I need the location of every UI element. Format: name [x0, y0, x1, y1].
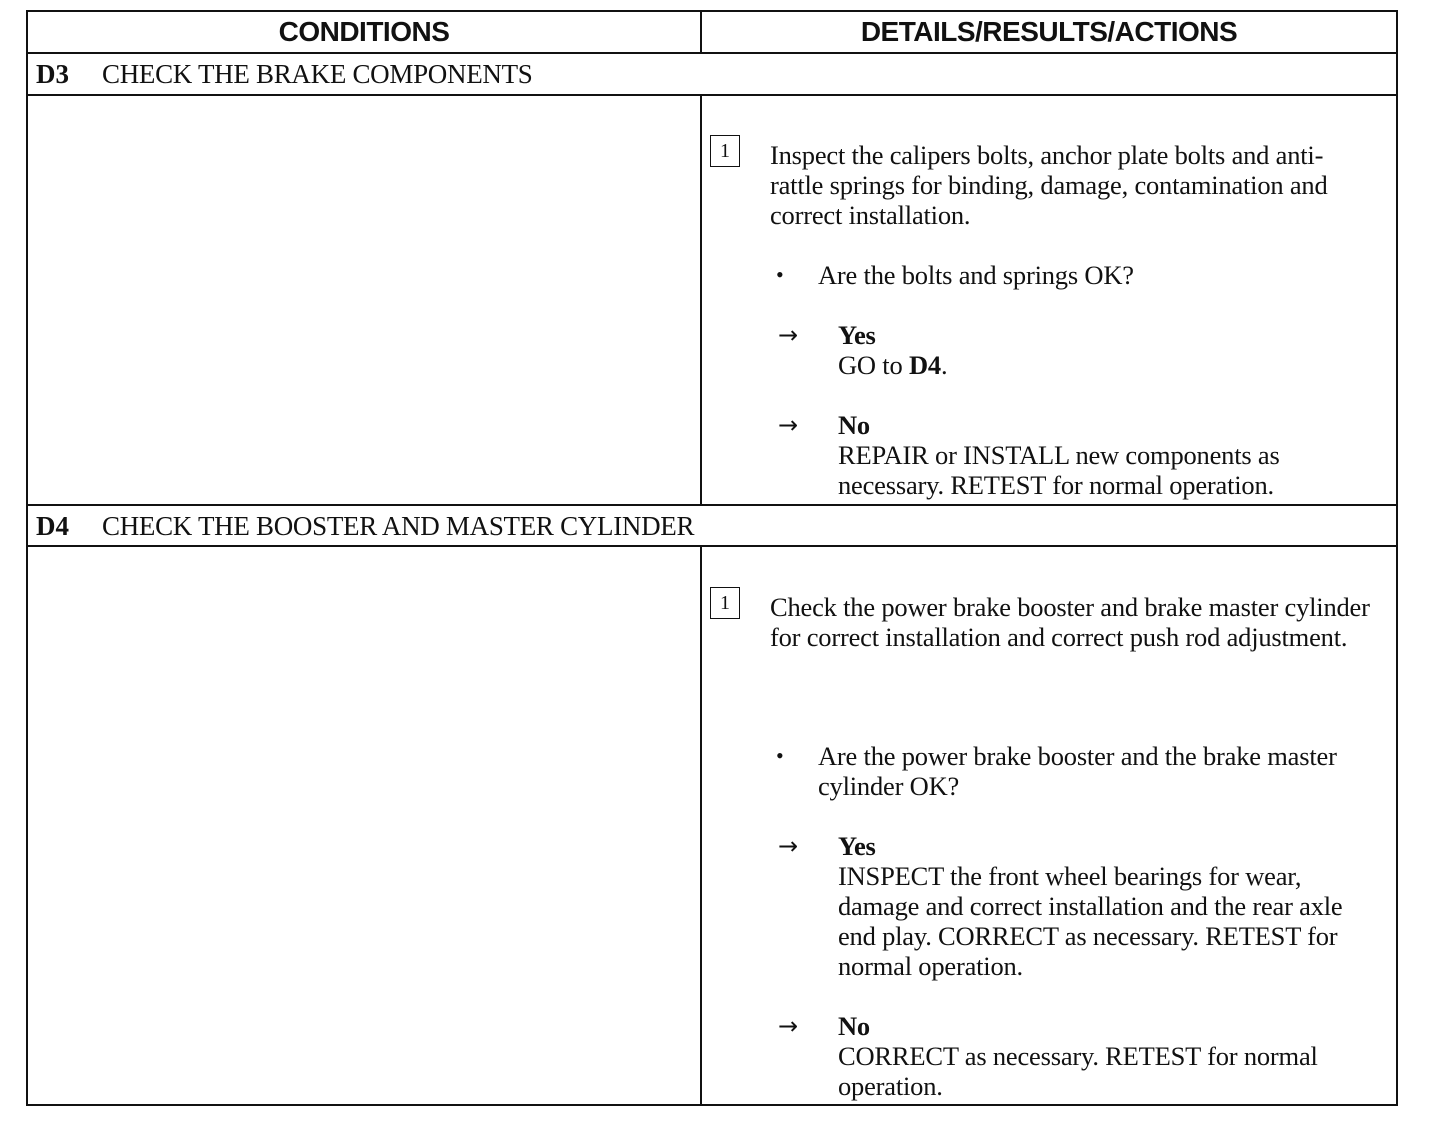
- yes-answer: [838, 831, 1386, 981]
- arrow-right-icon: →: [778, 832, 799, 860]
- section-title: CHECK THE BRAKE COMPONENTS: [102, 58, 533, 89]
- yes-action-prefix: GO to: [838, 350, 909, 380]
- step-instruction: Inspect the calipers bolts, anchor plate bolts and anti-rattle springs for binding, damage, contamination and correct installation.: [770, 140, 1328, 230]
- column-divider: [700, 12, 702, 52]
- step-instruction: Check the power brake booster and brake master cylinder for correct installation and correct push rod adjustment.: [770, 592, 1370, 652]
- arrow-right-icon: →: [778, 411, 799, 439]
- arrow-right-icon: →: [778, 321, 799, 349]
- yes-answer: [838, 320, 1378, 380]
- bullet-icon: •: [776, 262, 784, 287]
- section-id: D4: [36, 510, 69, 541]
- diagnostic-table: [26, 10, 1398, 1106]
- details-header: DETAILS/RESULTS/ACTIONS: [860, 16, 1238, 47]
- section-title: CHECK THE BOOSTER AND MASTER CYLINDER: [102, 510, 695, 541]
- yes-action: INSPECT the front wheel bearings for wear, damage and correct installation and the rear axle end play. CORRECT as necessary. RETEST for normal operation.: [838, 861, 1343, 981]
- no-action: CORRECT as necessary. RETEST for normal operation.: [838, 1041, 1318, 1101]
- step-number-box: 1: [710, 135, 740, 167]
- column-divider: [700, 547, 702, 1104]
- section-heading-d4: [28, 506, 1396, 546]
- section-id: D3: [36, 58, 69, 89]
- yes-action-target: D4: [908, 350, 941, 380]
- step-question: Are the bolts and springs OK?: [818, 260, 1134, 290]
- column-divider: [700, 96, 702, 504]
- section-divider: [28, 94, 1396, 96]
- yes-action: [838, 350, 1378, 380]
- no-answer: [838, 1011, 1338, 1101]
- step-number-box: 1: [710, 587, 740, 619]
- step-question: Are the power brake booster and the brake master cylinder OK?: [818, 741, 1337, 801]
- section-divider: [28, 545, 1396, 547]
- yes-action-suffix: .: [940, 350, 948, 380]
- yes-label: Yes: [838, 831, 876, 861]
- no-action: REPAIR or INSTALL new components as necessary. RETEST for normal operation.: [838, 440, 1280, 500]
- section-heading-d3: [28, 54, 1396, 94]
- no-label: No: [838, 1011, 870, 1041]
- conditions-header: CONDITIONS: [278, 16, 450, 47]
- no-label: No: [838, 410, 870, 440]
- bullet-icon: •: [776, 743, 784, 768]
- no-answer: [838, 410, 1368, 500]
- yes-label: Yes: [838, 320, 876, 350]
- arrow-right-icon: →: [778, 1012, 799, 1040]
